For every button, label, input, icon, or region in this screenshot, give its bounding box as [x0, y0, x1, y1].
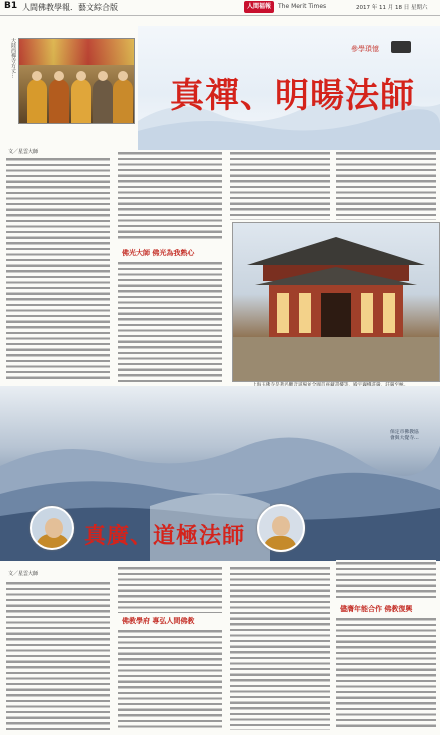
article2-column-3: [230, 565, 330, 730]
landscape-caption: 保定市佛教協會與大覺寺…: [390, 430, 419, 441]
article1-author: 文／星雲大師: [8, 149, 39, 155]
hero-photo: [18, 38, 135, 124]
article1-column-3: [230, 150, 330, 220]
masthead: [0, 0, 440, 16]
article1-column-1: [6, 156, 110, 382]
hero-caption: 大陸西禪寺方丈…: [10, 38, 16, 78]
article2-column-2b: [118, 628, 222, 730]
article2-column-2: [118, 565, 222, 613]
article2-subhead-1: 佛教學府 專弘人間佛教: [122, 617, 195, 625]
article1-subhead-mid: 佛光大師 佛光為我熟心: [122, 249, 195, 257]
article2-column-1: [6, 580, 110, 730]
portrait-zhenguang: [30, 506, 74, 550]
article1-column-4: [336, 150, 436, 220]
column-logo-mark: [391, 41, 411, 53]
article1-column-2b: [118, 260, 222, 382]
temple-photo: [232, 222, 440, 382]
portrait-daoji: [257, 504, 305, 552]
article2-title: 真廣、道極法師: [84, 523, 246, 549]
newspaper-logo: 人間福報: [244, 1, 274, 13]
page-number: B1: [4, 1, 18, 11]
article2-column-4b: [336, 616, 436, 730]
article2-column-4: [336, 560, 436, 600]
article1-column-2: [118, 150, 222, 242]
article2-author: 文／星雲大師: [8, 571, 39, 577]
section-title: 人間佛教學報．藝文綜合版: [22, 3, 118, 12]
column-label: 參學瑣憶: [351, 45, 379, 53]
newspaper-name-en: The Merit Times: [278, 3, 327, 10]
main-title: 真禪、明暘法師: [170, 76, 415, 116]
article2-subhead-2: 儘膺年能合作 佛教復興: [340, 605, 413, 613]
issue-date: 2017 年 11 月 18 日 星期六: [356, 5, 428, 11]
